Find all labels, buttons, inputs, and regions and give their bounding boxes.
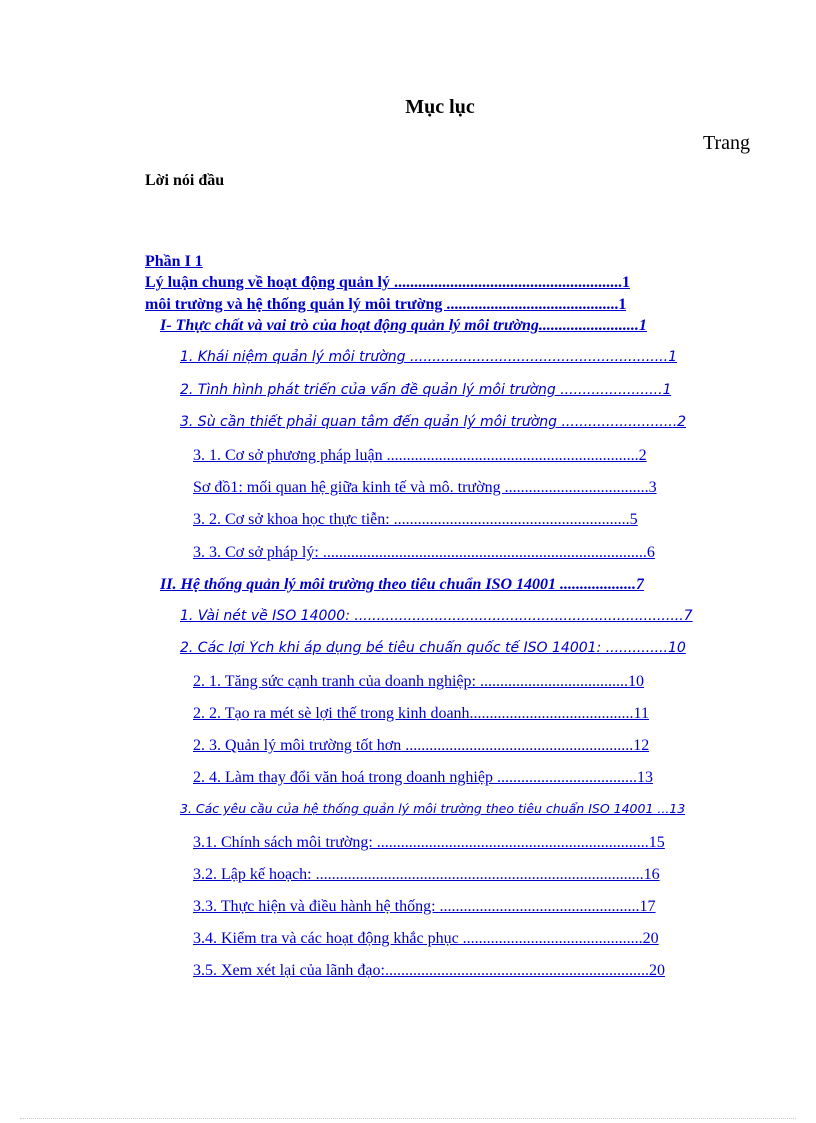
toc-entry-link[interactable]: 2. Tình hình phát triển của vấn đề quản lý môi trường .......................1 — [180, 382, 672, 398]
page-column-label: Trang — [703, 132, 751, 154]
toc-entry-link[interactable]: Phần I 1 — [145, 253, 203, 270]
toc-entry-link[interactable]: 3. 2. Cơ sở khoa học thực tiễn: ...........................................................5 — [193, 511, 638, 528]
toc-entry-link[interactable]: 3. Các yêu cầu của hệ thống quản lý môi trường theo tiêu chuẩn ISO 14001 ...13 — [180, 801, 686, 816]
toc-entry-link[interactable]: 3.2. Lập kế hoạch: ..................................................................................16 — [193, 866, 660, 883]
toc-entry-link[interactable]: 1. Khái niệm quản lý môi trường ..........................................................1 — [180, 349, 677, 365]
toc-entry-link[interactable]: 1. Vài nét về ISO 14000: ..........................................................................7 — [180, 608, 693, 624]
toc-entry-link[interactable]: 3. Sù cần thiết phải quan tâm đến quản lý môi trường ..........................2 — [180, 414, 687, 430]
toc-entry-link[interactable]: môi trường và hệ thống quản lý môi trường ...........................................1 — [145, 296, 627, 313]
toc-entry-link[interactable]: 3.1. Chính sách môi trường: ....................................................................15 — [193, 834, 665, 851]
toc-entry-link[interactable]: II. Hệ thống quản lý môi trường theo tiêu chuẩn ISO 14001 ...................7 — [160, 576, 645, 593]
toc-entry-link[interactable]: 3.3. Thực hiện và điều hành hệ thống: ..................................................17 — [193, 898, 656, 915]
toc-entry-link[interactable]: 2. Các lợi Ých khi áp dụng bé tiêu chuẩn quốc tế ISO 14001: ..............10 — [180, 640, 686, 656]
page-bottom-divider — [20, 1118, 796, 1119]
toc-entry-link[interactable]: 3. 1. Cơ sở phương pháp luận ...............................................................2 — [193, 447, 647, 464]
toc-entry-link[interactable]: Sơ đồ1: mối quan hệ giữa kinh tế và mô. trường ....................................3 — [193, 479, 657, 496]
toc-entry-link[interactable]: 3.5. Xem xét lại của lãnh đạo:..................................................................20 — [193, 962, 665, 979]
toc-entry-link[interactable]: 2. 4. Làm thay đổi văn hoá trong doanh nghiệp ...................................13 — [193, 769, 653, 786]
page-title: Mục lục — [405, 96, 475, 118]
toc-entry-link[interactable]: 2. 2. Tạo ra mét sè lợi thế trong kinh doanh.........................................11 — [193, 705, 649, 722]
toc-entry-link[interactable]: 3. 3. Cơ sở pháp lý: .................................................................................6 — [193, 544, 655, 561]
toc-entry-link[interactable]: Lý luận chung về hoạt động quản lý .........................................................1 — [145, 274, 630, 291]
preface-heading: Lời nói đầu — [145, 172, 225, 189]
toc-entry-link[interactable]: 2. 3. Quản lý môi trường tốt hơn .........................................................12 — [193, 737, 650, 754]
toc-entry-link[interactable]: 3.4. Kiểm tra và các hoạt động khắc phục .............................................20 — [193, 930, 659, 947]
toc-entry-link[interactable]: I- Thực chất và vai trò của hoạt động quản lý môi trường.........................1 — [160, 317, 647, 334]
toc-entry-link[interactable]: 2. 1. Tăng sức cạnh tranh của doanh nghiệp: .....................................10 — [193, 673, 644, 690]
